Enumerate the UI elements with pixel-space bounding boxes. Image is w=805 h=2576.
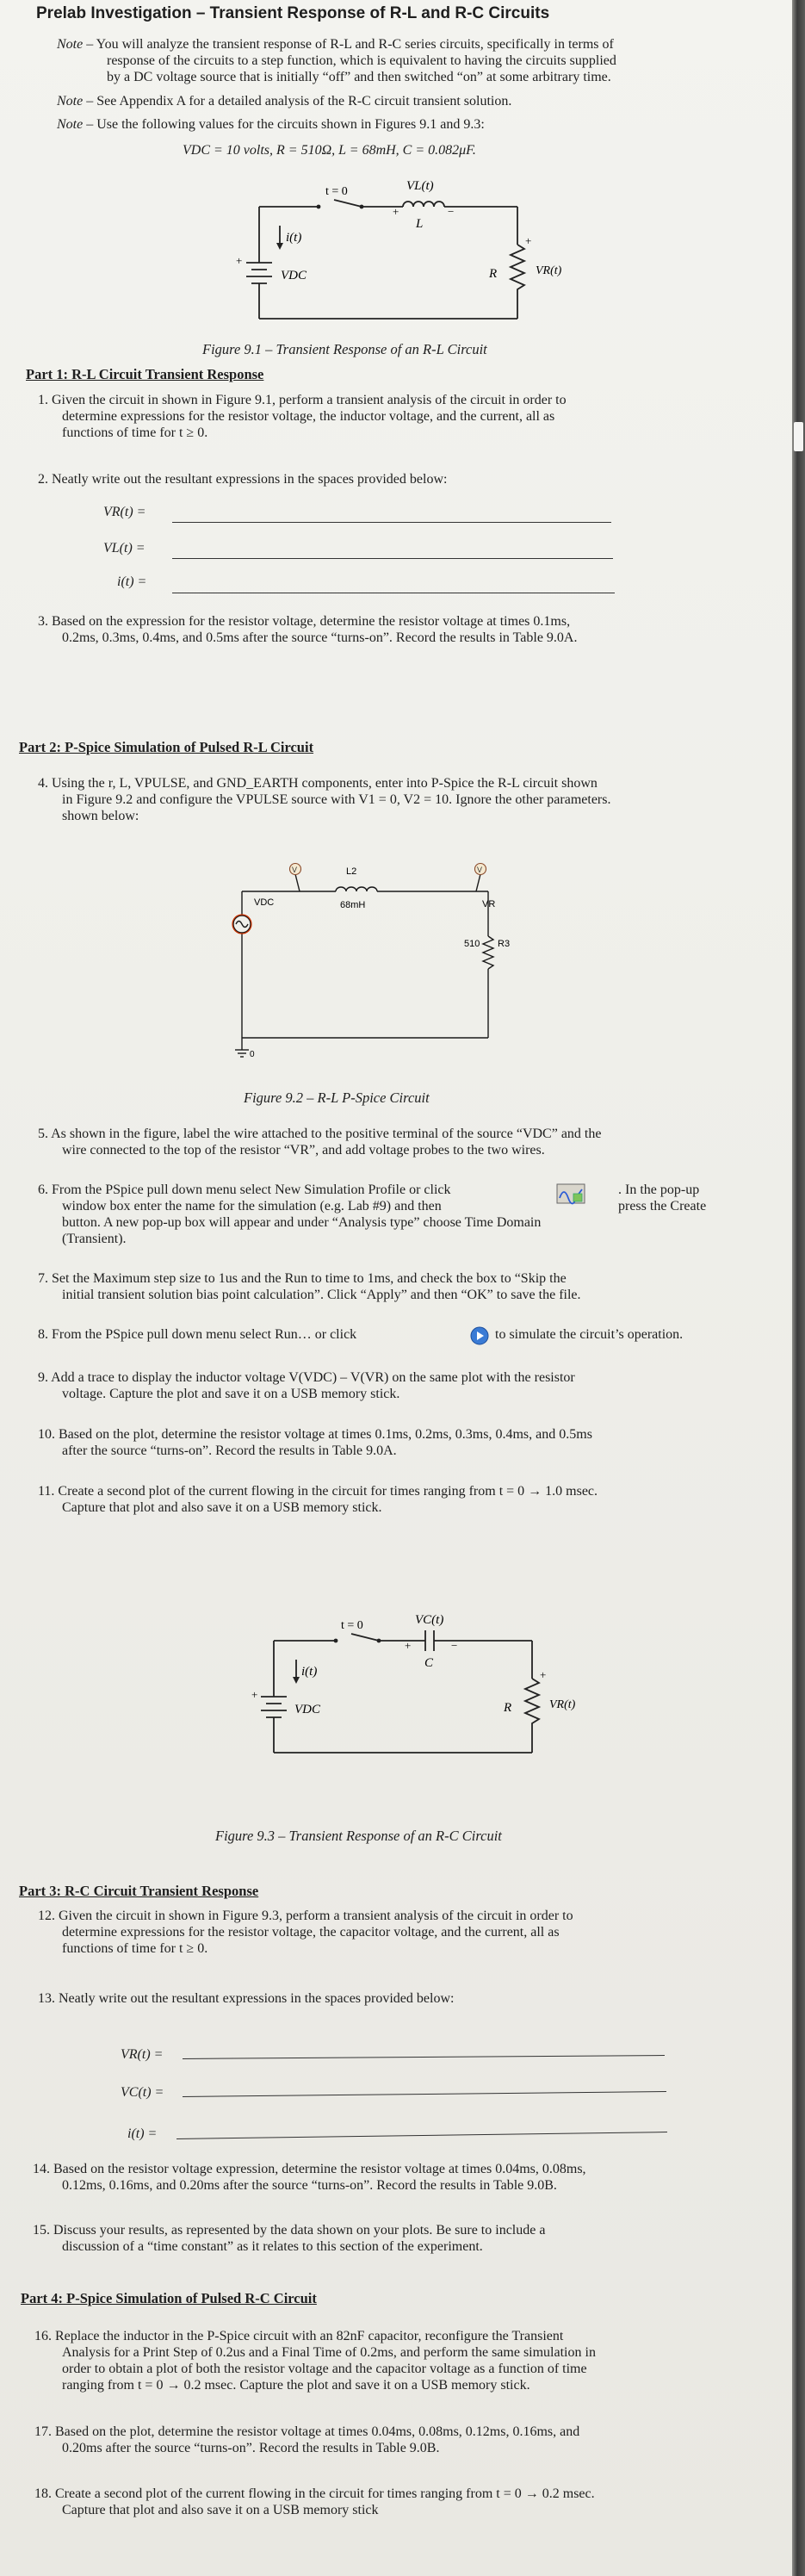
fig2-l2-label: L2 (346, 866, 357, 877)
run-simulation-icon[interactable] (470, 1326, 489, 1345)
q6-line-2: window box enter the name for the simulation (e.g. Lab #9) and then (62, 1199, 442, 1214)
q9-line-2: voltage. Capture the plot and save it on a USB memory stick. (62, 1387, 400, 1401)
q6-line-1b: . In the pop-up (618, 1182, 700, 1197)
fig3-r-label: R (504, 1701, 512, 1715)
fig2-ground-label: 0 (250, 1050, 255, 1059)
vr-rc-answer-label: VR(t) = (121, 2047, 164, 2062)
q14-line-2: 0.12ms, 0.16ms, and 0.20ms after the source “turns-on”. Record the results in Table 9.0B. (62, 2178, 557, 2193)
q15-line-2: discussion of a “time constant” as it relates to this section of the experiment. (62, 2239, 483, 2254)
i-rc-answer-line (176, 2132, 667, 2139)
q4-line-1: 4. Using the r, L, VPULSE, and GND_EARTH components, enter into P-Spice the R-L circuit shown (38, 776, 598, 791)
q16-line-1: 16. Replace the inductor in the P-Spice circuit with an 82nF capacitor, reconfigure the Transient (34, 2329, 564, 2343)
q5-line-1: 5. As shown in the figure, label the wire attached to the positive terminal of the source “VDC” and the (38, 1127, 602, 1141)
vr-answer-line (172, 522, 611, 523)
svg-text:+: + (393, 205, 399, 218)
q12-line-1: 12. Given the circuit in shown in Figure 9.3, perform a transient analysis of the circuit in order to (38, 1909, 573, 1923)
vc-answer-label: VC(t) = (121, 2085, 164, 2100)
vl-answer-line (172, 558, 613, 559)
q1-line-1: 1. Given the circuit in shown in Figure 9.1, perform a transient analysis of the circuit in order to (38, 393, 567, 407)
fig3-switch-label: t = 0 (341, 1619, 363, 1632)
part-3-heading: Part 3: R-C Circuit Transient Response (19, 1883, 259, 1899)
q6-line-3: button. A new pop-up box will appear and under “Analysis type” choose Time Domain (62, 1215, 542, 1230)
svg-text:V: V (292, 866, 298, 874)
q2: 2. Neatly write out the resultant expressions in the spaces provided below: (38, 472, 448, 487)
q6-line-1: 6. From the PSpice pull down menu select New Simulation Profile or click (38, 1182, 451, 1197)
fig1-vr-label: VR(t) (536, 264, 562, 277)
q9-line-1: 9. Add a trace to display the inductor voltage V(VDC) – V(VR) on the same plot with the resistor (38, 1370, 575, 1385)
svg-text:+: + (251, 1688, 258, 1701)
q13: 13. Neatly write out the resultant expressions in the spaces provided below: (38, 1991, 455, 2006)
i-answer-label: i(t) = (117, 574, 147, 589)
q8: 8. From the PSpice pull down menu select Run… or click (38, 1327, 357, 1342)
vr-rc-answer-line (183, 2055, 665, 2059)
q11-line-1: 11. Create a second plot of the current flowing in the circuit for times ranging from t = 0 → 1.0 msec. (38, 1484, 598, 1499)
q17-line-2: 0.20ms after the source “turns-on”. Record the results in Table 9.0B. (62, 2441, 440, 2455)
svg-text:+: + (236, 254, 243, 267)
fig2-r3-label: R3 (498, 939, 511, 949)
q1-line-3: functions of time for t ≥ 0. (62, 425, 208, 440)
figure-9-2-pspice-circuit (220, 840, 517, 1068)
q6-line-4: (Transient). (62, 1232, 127, 1246)
q4-line-2: in Figure 9.2 and configure the VPULSE source with V1 = 0, V2 = 10. Ignore the other parameters. (62, 792, 611, 807)
svg-text:+: + (405, 1639, 412, 1652)
part-2-heading: Part 2: P-Spice Simulation of Pulsed R-L Circuit (19, 739, 314, 755)
fig3-vdc-label: VDC (294, 1703, 320, 1716)
svg-text:−: − (451, 1639, 458, 1652)
q15-line-1: 15. Discuss your results, as represented by the data shown on your plots. Be sure to include a (33, 2223, 546, 2238)
fig1-current-label: i(t) (286, 231, 302, 245)
figure-9-1-caption: Figure 9.1 – Transient Response of an R-L Circuit (202, 341, 487, 357)
note-2: Note – See Appendix A for a detailed analysis of the R-C circuit transient solution. (57, 94, 512, 109)
fig3-vc-label: VC(t) (415, 1613, 444, 1627)
q16-line-4: ranging from t = 0 → 0.2 msec. Capture the plot and save it on a USB memory stick. (62, 2378, 530, 2393)
fig1-vdc-label: VDC (281, 269, 307, 282)
part-1-heading: Part 1: R-L Circuit Transient Response (26, 366, 264, 382)
fig2-vdc-label: VDC (254, 897, 275, 908)
q11-line-2: Capture that plot and also save it on a USB memory stick. (62, 1500, 382, 1515)
fig1-switch-label: t = 0 (325, 185, 348, 198)
q17-line-1: 17. Based on the plot, determine the resistor voltage at times 0.04ms, 0.08ms, 0.12ms, 0.16ms, and (34, 2424, 580, 2439)
q14-line-1: 14. Based on the resistor voltage expression, determine the resistor voltage at times 0.04ms, 0.08ms, (33, 2162, 586, 2176)
q5-line-2: wire connected to the top of the resistor “VR”, and add voltage probes to the two wires. (62, 1143, 545, 1158)
q7-line-2: initial transient solution bias point calculation”. Click “Apply” and then “OK” to save the file. (62, 1288, 581, 1302)
q8b: to simulate the circuit’s operation. (495, 1327, 684, 1342)
q12-line-3: functions of time for t ≥ 0. (62, 1941, 208, 1956)
fig1-l-label: L (416, 217, 424, 231)
q1-line-2: determine expressions for the resistor voltage, the inductor voltage, and the current, all as (62, 409, 555, 424)
note-1-line-2: response of the circuits to a step function, which is equivalent to having the circuits supplied (107, 53, 616, 68)
svg-text:−: − (448, 205, 455, 218)
fig3-c-label: C (424, 1656, 434, 1670)
vl-answer-label: VL(t) = (103, 541, 146, 556)
q10-line-2: after the source “turns-on”. Record the results in Table 9.0A. (62, 1443, 397, 1458)
q16-line-2: Analysis for a Print Step of 0.2us and a Final Time of 0.2ms, and perform the same simulation in (62, 2345, 596, 2360)
fig2-vr-label: VR (482, 899, 496, 909)
figure-9-3-caption: Figure 9.3 – Transient Response of an R-C Circuit (215, 1828, 502, 1844)
edge-tab (794, 422, 803, 451)
figure-9-3-circuit (251, 1606, 576, 1778)
q18-line-1: 18. Create a second plot of the current flowing in the circuit for times ranging from t = 0 → 0.2 msec. (34, 2486, 595, 2501)
q6-line-2b: press the Create (618, 1199, 707, 1214)
part-4-heading: Part 4: P-Spice Simulation of Pulsed R-C Circuit (21, 2290, 317, 2306)
fig3-current-label: i(t) (301, 1665, 318, 1679)
note-3: Note – Use the following values for the circuits shown in Figures 9.1 and 9.3: (57, 117, 485, 132)
figure-9-1-circuit (232, 172, 562, 345)
fig3-vr-label: VR(t) (549, 1698, 576, 1711)
note-1-line-3: by a DC voltage source that is initially “off” and then switched “on” at some arbitrary time. (107, 70, 611, 84)
page-title: Prelab Investigation – Transient Response of R-L and R-C Circuits (36, 4, 550, 22)
component-values: VDC = 10 volts, R = 510Ω, L = 68mH, C = 0.082μF. (183, 143, 476, 158)
svg-text:V: V (477, 866, 483, 874)
fig2-68mh-label: 68mH (340, 900, 366, 910)
new-simulation-profile-icon[interactable] (556, 1183, 585, 1204)
q10-line-1: 10. Based on the plot, determine the resistor voltage at times 0.1ms, 0.2ms, 0.3ms, 0.4ms, and 0.5ms (38, 1427, 592, 1442)
fig1-r-label: R (489, 267, 498, 281)
svg-text:+: + (525, 234, 532, 247)
fig1-vl-label: VL(t) (406, 179, 434, 193)
q12-line-2: determine expressions for the resistor voltage, the capacitor voltage, and the current, all as (62, 1925, 560, 1940)
vr-answer-label: VR(t) = (103, 505, 146, 519)
q18-line-2: Capture that plot and also save it on a USB memory stick (62, 2503, 379, 2517)
i-rc-answer-label: i(t) = (127, 2126, 158, 2141)
q3-line-1: 3. Based on the expression for the resistor voltage, determine the resistor voltage at times 0.1ms, (38, 614, 571, 629)
vc-answer-line (183, 2091, 666, 2097)
figure-9-2-caption: Figure 9.2 – R-L P-Spice Circuit (244, 1089, 430, 1106)
q3-line-2: 0.2ms, 0.3ms, 0.4ms, and 0.5ms after the source “turns-on”. Record the results in Table 9.0A. (62, 630, 578, 645)
binder-edge (792, 0, 805, 2576)
fig2-resistance-label: 510 (464, 939, 480, 949)
svg-text:+: + (540, 1668, 547, 1681)
q4-line-3: shown below: (62, 809, 139, 823)
note-1-line-1: Note – You will analyze the transient response of R-L and R-C series circuits, specifically in terms of (57, 37, 614, 52)
q16-line-3: order to obtain a plot of both the resistor voltage and the capacitor voltage as a function of time (62, 2362, 587, 2376)
q7-line-1: 7. Set the Maximum step size to 1us and the Run to time to 1ms, and check the box to “Skip the (38, 1271, 567, 1286)
